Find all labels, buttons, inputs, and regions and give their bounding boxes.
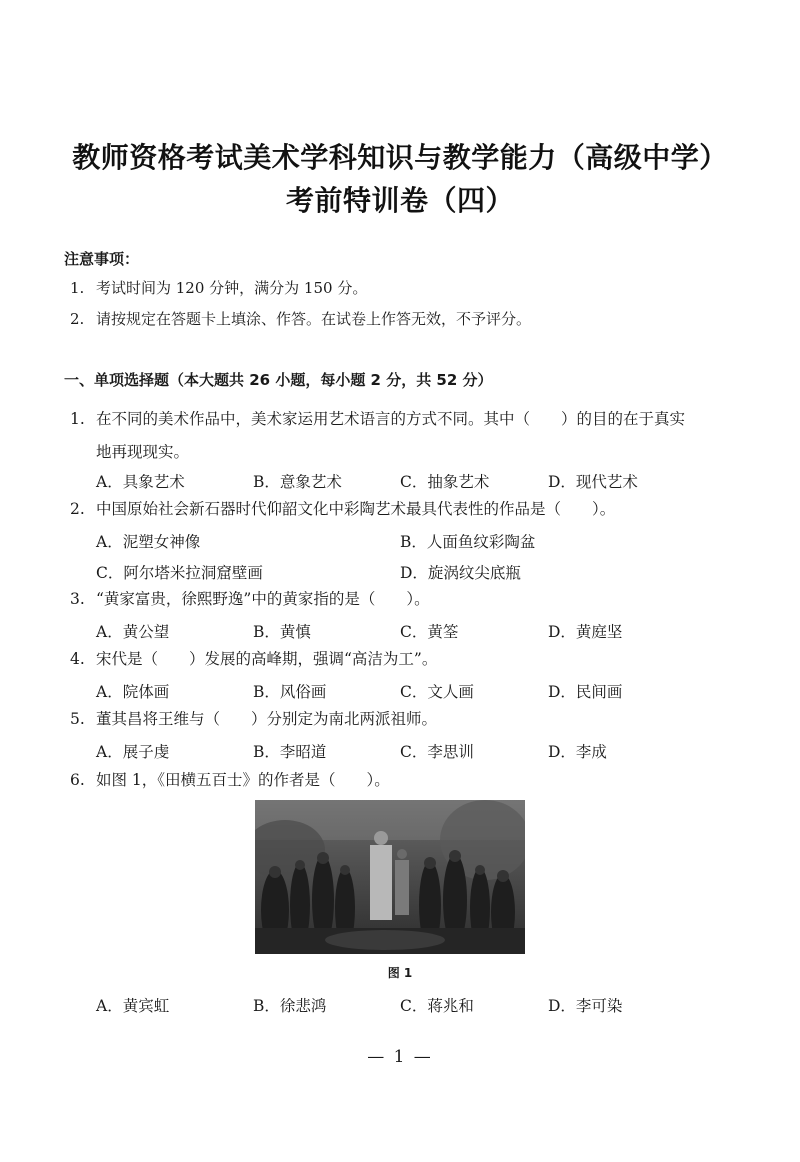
- figure-caption: 图 1: [387, 966, 413, 980]
- question-stem: [70, 404, 685, 434]
- notice-item: [70, 277, 367, 298]
- option-b: B．黄慎: [253, 623, 311, 641]
- question-number: 3.: [70, 590, 85, 608]
- option-d: D．李成: [548, 743, 607, 761]
- question-text: 董其昌将王维与（ ）分别定为南北两派祖师。: [96, 710, 438, 728]
- option-c: C．蒋兆和: [400, 997, 474, 1015]
- question-number: 1.: [70, 410, 85, 428]
- option-d: D．民间画: [548, 683, 623, 701]
- question-number: 4.: [70, 650, 85, 668]
- option-b: B．徐悲鸿: [253, 997, 327, 1015]
- question-text: 如图 1，《田横五百士》的作者是（ ）。: [96, 771, 390, 789]
- question-stem: [70, 704, 437, 734]
- option-c: C．文人画: [400, 683, 474, 701]
- option-a: A．泥塑女神像: [96, 533, 201, 551]
- option-c: C．李思训: [400, 743, 474, 761]
- notice-item-number: 2.: [70, 310, 85, 328]
- option-b: B．风俗画: [253, 683, 327, 701]
- painting-figure: [255, 800, 525, 954]
- option-a: A．黄宾虹: [96, 997, 170, 1015]
- option-a: A．具象艺术: [96, 473, 185, 491]
- question-text: 在不同的美术作品中，美术家运用艺术语言的方式不同。其中（ ）的目的在于真实: [96, 410, 686, 428]
- notice-heading: 注意事项：: [64, 250, 140, 268]
- question-stem: [70, 765, 390, 795]
- option-d: D．黄庭坚: [548, 623, 623, 641]
- question-text: 中国原始社会新石器时代仰韶文化中彩陶艺术最具代表性的作品是（ ）。: [96, 500, 616, 518]
- question-number: 5.: [70, 710, 85, 728]
- option-b: B．意象艺术: [253, 473, 342, 491]
- option-d: D．现代艺术: [548, 473, 638, 491]
- notice-item-text: 请按规定在答题卡上填涂、作答。在试卷上作答无效，不予评分。: [96, 310, 532, 328]
- option-a: A．黄公望: [96, 623, 170, 641]
- question-text: 宋代是（ ）发展的高峰期，强调“高洁为工”。: [96, 650, 438, 668]
- page-number: — 1 —: [367, 1047, 433, 1067]
- painting-illustration: [255, 800, 525, 954]
- option-c: C．阿尔塔米拉洞窟壁画: [96, 564, 263, 582]
- question-number: 2.: [70, 500, 85, 518]
- section-heading: 一、单项选择题（本大题共 26 小题，每小题 2 分，共 52 分）: [64, 371, 493, 389]
- exam-title: 教师资格考试美术学科知识与教学能力（高级中学）: [72, 141, 728, 174]
- option-a: A．展子虔: [96, 743, 170, 761]
- option-c: C．抽象艺术: [400, 473, 490, 491]
- option-d: D．旋涡纹尖底瓶: [400, 564, 521, 582]
- option-d: D．李可染: [548, 997, 623, 1015]
- exam-subtitle: 考前特训卷（四）: [285, 184, 514, 217]
- option-b: B．李昭道: [253, 743, 327, 761]
- option-a: A．院体画: [96, 683, 170, 701]
- option-c: C．黄筌: [400, 623, 459, 641]
- question-stem: [70, 644, 437, 674]
- option-b: B．人面鱼纹彩陶盆: [400, 533, 536, 551]
- notice-item-text: 考试时间为 120 分钟，满分为 150 分。: [96, 279, 368, 297]
- question-text: “黄家富贵，徐熙野逸”中的黄家指的是（ ）。: [96, 590, 430, 608]
- question-stem: [70, 494, 615, 524]
- question-stem: [70, 584, 430, 614]
- question-number: 6.: [70, 771, 85, 789]
- notice-item: [70, 308, 531, 329]
- notice-item-number: 1.: [70, 279, 85, 297]
- question-text-continued: 地再现现实。: [96, 443, 190, 461]
